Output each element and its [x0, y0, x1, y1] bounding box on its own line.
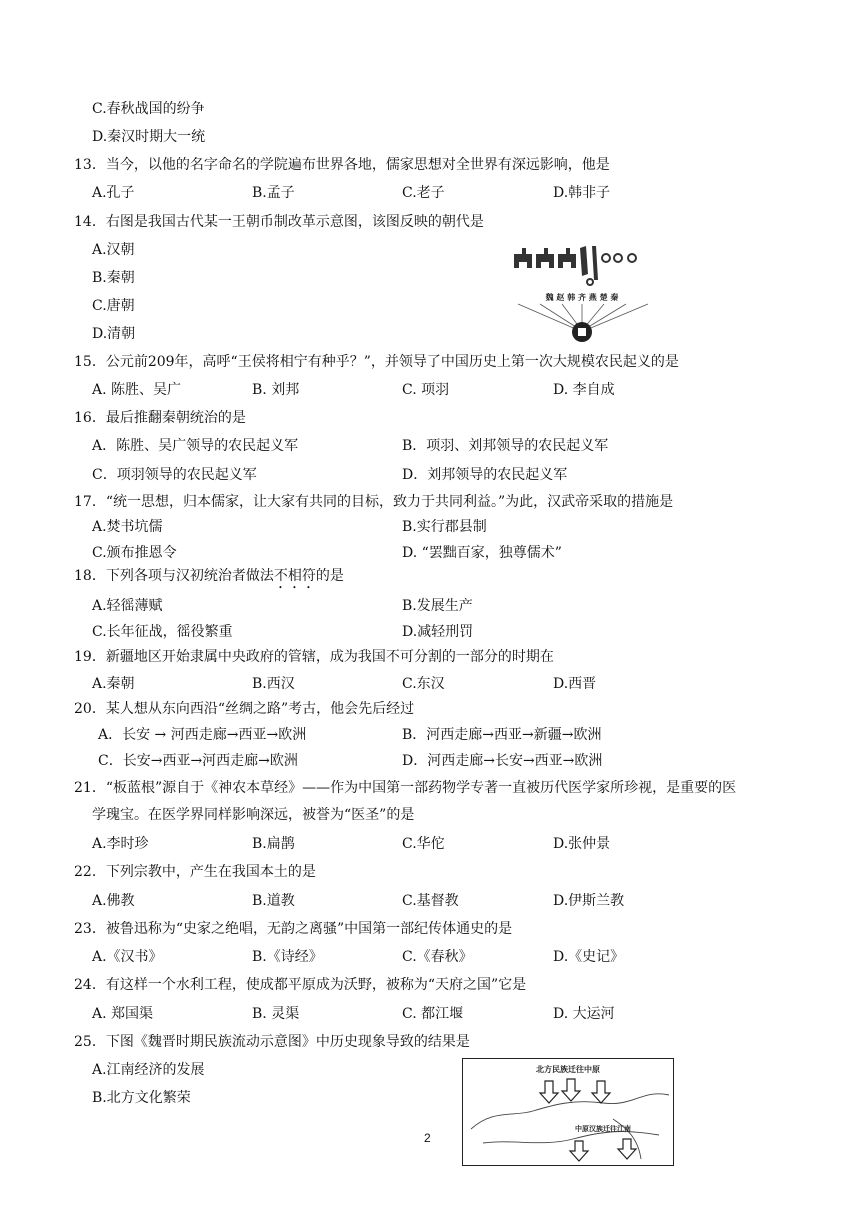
- q19-option-d: D.西晋: [553, 676, 597, 692]
- q18-stem-pre: 18．下列各项与汉初统治者做法: [74, 568, 274, 584]
- q20-stem: 20．某人想从东向西沿“丝绸之路”考古，他会先后经过: [74, 701, 415, 717]
- q21-stem-line1: 21．“板蓝根”源自于《神农本草经》——作为中国第一部药物学专著一直被历代医学家所珍视，是重要的医: [74, 780, 737, 796]
- q16-option-b: B．项羽、刘邦领导的农民起义军: [402, 438, 609, 454]
- q24-stem: 24．有这样一个水利工程，使成都平原成为沃野，被称为“天府之国”它是: [74, 977, 527, 993]
- q22-option-d: D.伊斯兰教: [553, 893, 625, 909]
- q19-stem: 19．新疆地区开始隶属中央政府的管辖，成为我国不可分割的一部分的时期在: [74, 649, 554, 665]
- q13-option-a: A.孔子: [92, 185, 135, 201]
- q20-option-b: B．河西走廊→西亚→新疆→欧洲: [402, 727, 602, 743]
- q17-option-c: C.颁布推恩令: [92, 545, 177, 561]
- page-number: 2: [424, 1131, 431, 1145]
- q23-option-c: C.《春秋》: [402, 949, 473, 965]
- q24-option-b: B. 灵渠: [252, 1006, 300, 1022]
- q18-stem: [74, 567, 344, 592]
- q15-stem: 15．公元前209年，高呼“王侯将相宁有种乎？”，并领导了中国历史上第一次大规模农民起义的是: [74, 354, 679, 370]
- q17-option-d: D. “罢黜百家，独尊儒术”: [402, 545, 562, 561]
- q24-option-c: C. 都江堰: [402, 1006, 464, 1022]
- q13-option-d: D.韩非子: [553, 185, 611, 201]
- q16-option-c: C．项羽领导的农民起义军: [92, 467, 257, 483]
- q21-option-d: D.张仲景: [553, 836, 611, 852]
- q19-option-a: A.秦朝: [92, 676, 135, 692]
- q17-stem: 17．“统一思想，归本儒家，让大家有共同的目标，致力于共同利益。”为此，汉武帝采取的措施是: [74, 494, 674, 510]
- q14-option-b: B.秦朝: [92, 270, 135, 286]
- q16-stem: 16．最后推翻秦朝统治的是: [74, 410, 246, 426]
- q22-stem: 22．下列宗教中，产生在我国本土的是: [74, 864, 316, 880]
- coin-caption: 魏 赵 韩 齐 燕 楚 秦: [545, 292, 619, 302]
- q18-stem-emphasis: 不相符: [273, 568, 316, 584]
- q12-option-c: C.春秋战国的纷争: [92, 101, 205, 117]
- q18-option-c: C.长年征战，徭役繁重: [92, 624, 233, 640]
- q14-option-c: C.唐朝: [92, 298, 135, 314]
- q14-stem: 14．右图是我国古代某一王朝币制改革示意图，该图反映的朝代是: [74, 214, 484, 230]
- q18-stem-post: 的是: [315, 568, 344, 584]
- q19-option-c: C.东汉: [402, 676, 445, 692]
- q20-option-a: A．长安 → 河西走廊→西亚→欧洲: [98, 727, 307, 743]
- q18-option-a: A.轻徭薄赋: [92, 598, 163, 614]
- q23-option-b: B.《诗经》: [252, 949, 323, 965]
- q18-option-d: D.减轻刑罚: [402, 624, 474, 640]
- q23-option-d: D.《史记》: [553, 949, 625, 965]
- q15-option-a: A. 陈胜、吴广: [92, 382, 182, 398]
- migration-map: [462, 1058, 674, 1166]
- q15-option-c: C. 项羽: [402, 382, 450, 398]
- q15-option-d: D. 李自成: [553, 382, 615, 398]
- q17-option-a: A.焚书坑儒: [92, 519, 163, 535]
- q24-option-a: A. 郑国渠: [92, 1006, 154, 1022]
- map-label-north: 北方民族迁往中原: [536, 1064, 600, 1074]
- q21-option-a: A.李时珍: [92, 836, 149, 852]
- q13-option-c: C.老子: [402, 185, 445, 201]
- q24-option-d: D. 大运河: [553, 1006, 615, 1022]
- q14-option-a: A.汉朝: [92, 242, 135, 258]
- coin-reform-drawing: [508, 240, 656, 342]
- q15-option-b: B. 刘邦: [252, 382, 300, 398]
- q23-stem: 23．被鲁迅称为“史家之绝唱，无韵之离骚”中国第一部纪传体通史的是: [74, 921, 513, 937]
- q22-option-c: C.基督教: [402, 893, 459, 909]
- q22-option-a: A.佛教: [92, 893, 135, 909]
- coin-reform-figure: [508, 240, 656, 342]
- q21-option-b: B.扁鹊: [252, 836, 295, 852]
- q18-option-b: B.发展生产: [402, 598, 473, 614]
- migration-map-drawing: [463, 1059, 673, 1165]
- q20-option-c: C．长安→西亚→河西走廊→欧洲: [98, 753, 298, 769]
- q21-stem-line2: 学瑰宝。在医学界同样影响深远，被誉为“医圣”的是: [92, 807, 415, 823]
- q21-option-c: C.华佗: [402, 836, 445, 852]
- map-label-south: 中原汉族迁往江南: [575, 1124, 631, 1133]
- q13-option-b: B.孟子: [252, 185, 295, 201]
- q17-option-b: B.实行郡县制: [402, 519, 487, 535]
- q25-stem: 25．下图《魏晋时期民族流动示意图》中历史现象导致的结果是: [74, 1034, 470, 1050]
- q12-option-d: D.秦汉时期大一统: [92, 129, 206, 145]
- q13-stem: 13．当今，以他的名字命名的学院遍布世界各地，儒家思想对全世界有深远影响，他是: [74, 157, 610, 173]
- q22-option-b: B.道教: [252, 893, 295, 909]
- q16-option-a: A．陈胜、吴广领导的农民起义军: [92, 438, 299, 454]
- q25-option-a: A.江南经济的发展: [92, 1062, 205, 1078]
- q20-option-d: D．河西走廊→长安→西亚→欧洲: [402, 753, 603, 769]
- q19-option-b: B.西汉: [252, 676, 295, 692]
- q25-option-b: B.北方文化繁荣: [92, 1090, 191, 1106]
- q23-option-a: A.《汉书》: [92, 949, 163, 965]
- q14-option-d: D.清朝: [92, 326, 136, 342]
- q16-option-d: D．刘邦领导的农民起义军: [402, 467, 568, 483]
